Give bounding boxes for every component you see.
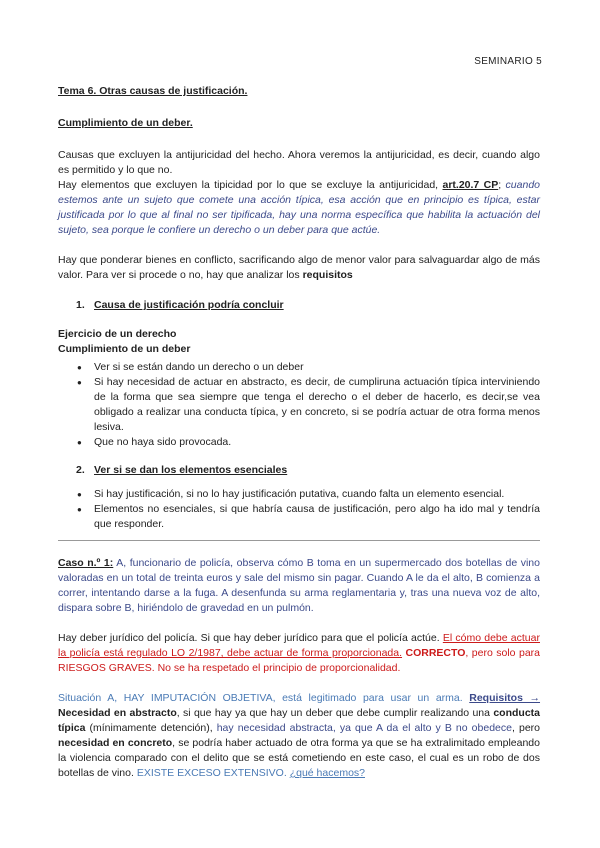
paragraph-1: Causas que excluyen la antijuricidad del hecho. Ahora veremos la antijuricidad, es decir, cuando algo es permitido y lo que no. <box>58 149 540 176</box>
list-item: ● Si hay necesidad de actuar en abstracto, es decir, de cumpliruna actuación típica interviniendo de la forma que sea siempre que tenga el derecho o el deber de hacerlo, es decir,se vea obligado a realizar una conducta típica, y en concreto, si se podría actuar de otra forma menos lesiva. <box>94 375 540 435</box>
list-item: ● Elementos no esenciales, si que habría causa de justificación, pero algo ha ido mal y tendría que responder. <box>94 502 540 532</box>
list-item: ● Si hay justificación, si no lo hay justificación putativa, cuando falta un elemento esencial. <box>94 487 540 502</box>
heading-ejercicio: Ejercicio de un derecho <box>58 328 177 340</box>
horizontal-divider <box>58 540 540 541</box>
heading-cumplimiento: Cumplimiento de un deber <box>58 343 191 355</box>
paragraph-5: Situación A, HAY IMPUTACIÓN OBJETIVA, está legitimado para usar un arma. Requisitos → Necesidad en abstracto, si que hay ya que hay un deber que debe cumplir realizando una conducta típica (mínimamente detención), hay necesidad abstracta, ya que A da el alto y B no obedece, pero necesidad en concreto, se podría haber actuado de otra forma ya que se ha extralimitado empleando la violencia comparado con el delito que se está cometiendo en este caso, el cual es un robo de dos botellas de vino. EXISTE EXCESO EXTENSIVO. ¿qué hacemos? <box>58 692 541 779</box>
page-header-label: SEMINARIO 5 <box>474 56 542 67</box>
paragraph-2: Hay elementos que excluyen la tipicidad por lo que se excluye la antijuricidad, art.20.7 CP; cuando estemos ante un sujeto que comete una acción típica, esa acción que en principio es típica, estar justificada por lo que al final no ser tipificada, hay una norma específica que habilita la actuación del sujeto, sea porque le confiere un derecho o un deber para que actúe. <box>58 179 540 236</box>
article-reference: art.20.7 CP <box>442 179 499 191</box>
paragraph-3: Hay que ponderar bienes en conflicto, sacrificando algo de menor valor para salvaguardar algo de más valor. Para ver si procede o no, hay que analizar los requisitos <box>58 254 540 281</box>
requirements-list <box>58 360 540 450</box>
topic-title: Tema 6. Otras causas de justificación. <box>58 85 248 97</box>
document-content <box>58 84 540 781</box>
list-item: ● Que no haya sido provocada. <box>94 435 540 450</box>
paragraph-4: Hay deber jurídico del policía. Si que hay deber jurídico para que el policía actúe. El cómo debe actuar la policía está regulado LO 2/1987, debe actuar de forma proporcionada. CORRECTO, pero solo para RIESGOS GRAVES. No se ha respetado el principio de proporcionalidad. <box>58 632 540 674</box>
essential-elements-list <box>58 487 540 532</box>
numbered-heading-1: 1. Causa de justificación podría concluir <box>76 299 284 311</box>
numbered-heading-2: 2. Ver si se dan los elementos esenciales <box>76 464 288 476</box>
section-subtitle: Cumplimiento de un deber. <box>58 117 193 129</box>
list-item: ● Ver si se están dando un derecho o un deber <box>94 360 540 375</box>
case-statement: Caso n.º 1: A, funcionario de policía, observa cómo B toma en un supermercado dos botellas de vino valoradas en un total de treinta euros y sale del mismo sin pagar. Cuando A le da el alto, B comienza a correr, intentando darse a la fuga. A desenfunda su arma reglamentaria y, tras una nueva voz de alto, dispara sobre B, hiriéndolo de gravedad en un pulmón. <box>58 557 540 614</box>
